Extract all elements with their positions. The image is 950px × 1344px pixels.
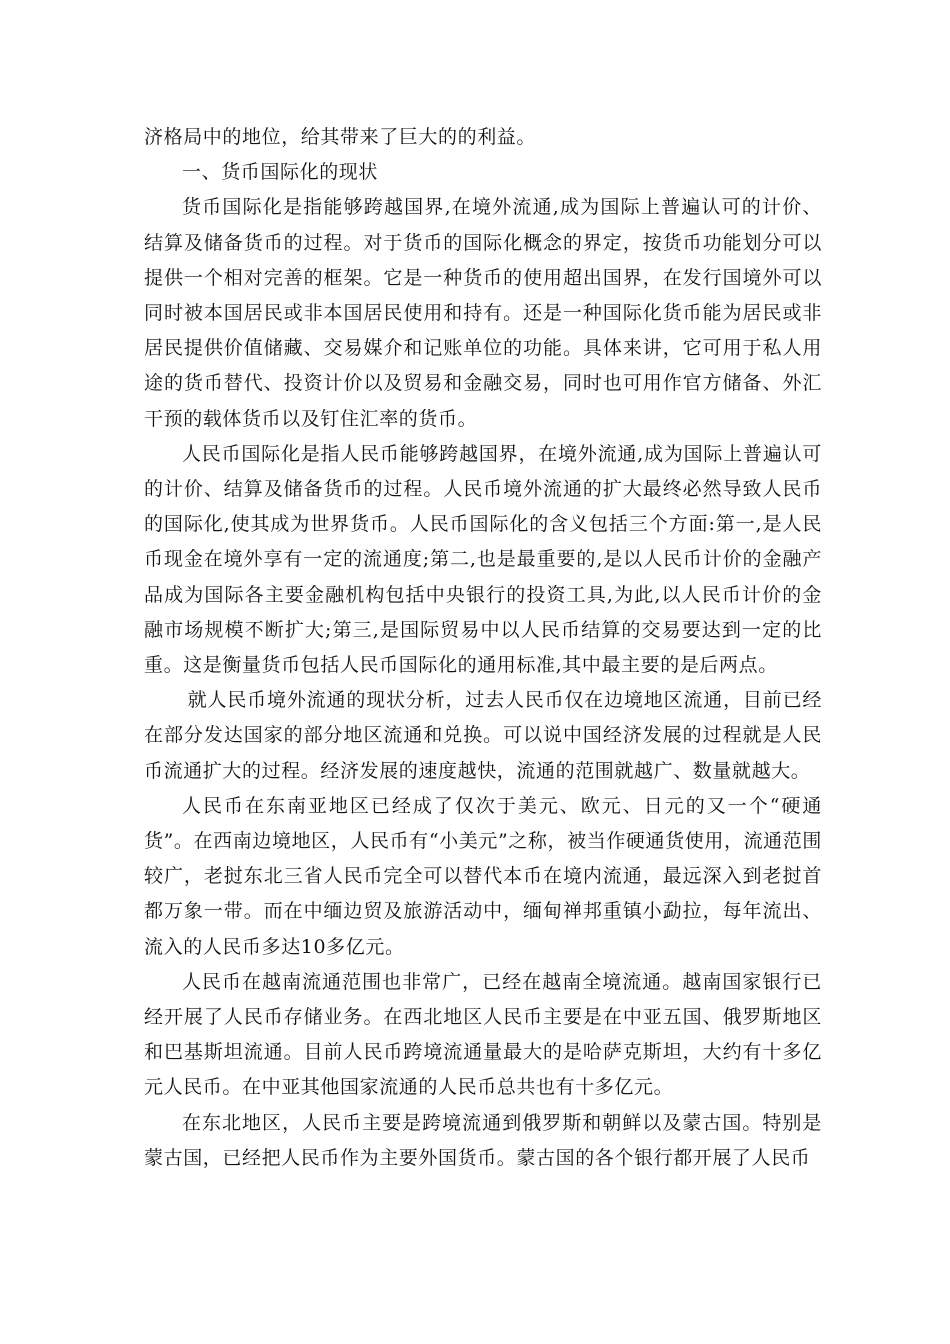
paragraph-rmb-circulation-status: 就人民币境外流通的现状分析，过去人民币仅在边境地区流通，目前已经在部分发达国家的部分地区流通和兑换。可以说中国经济发展的过程就是人民币流通扩大的过程。经济发展的速度越快，流通的范围就越广、数量就越大。 [144,689,822,782]
paragraph-vietnam-central-asia: 人民币在越南流通范围也非常广，已经在越南全境流通。越南国家银行已经开展了人民币存储业务。在西北地区人民币主要是在中亚五国、俄罗斯地区和巴基斯坦流通。目前人民币跨境流通量最大的是哈萨克斯坦，大约有十多亿元人民币。在中亚其他国家流通的人民币总共也有十多亿元。 [144,970,822,1099]
section-heading: 一、货币国际化的现状 [182,161,379,184]
paragraph-southeast-asia: 人民币在东南亚地区已经成了仅次于美元、欧元、日元的又一个“硬通货”。在西南边境地区，人民币有“小美元”之称，被当作硬通货使用，流通范围较广，老挝东北三省人民币完全可以替代本币在境内流通，最远深入到老挝首都万象一带。而在中缅边贸及旅游活动中，缅甸禅邦重镇小勐拉，每年流出、流入的人民币多达10多亿元。 [144,794,822,958]
paragraph-currency-internationalization: 货币国际化是指能够跨越国界,在境外流通,成为国际上普遍认可的计价、结算及储备货币的过程。对于货币的国际化概念的界定，按货币功能划分可以提供一个相对完善的框架。它是一种货币的使用超出国界，在发行国境外可以同时被本国居民或非本国居民使用和持有。还是一种国际化货币能为居民或非居民提供价值储藏、交易媒介和记账单位的功能。具体来讲，它可用于私人用途的货币替代、投资计价以及贸易和金融交易，同时也可用作官方储备、外汇干预的载体货币以及钉住汇率的货币。 [144,196,822,430]
paragraph-rmb-internationalization: 人民币国际化是指人民币能够跨越国界，在境外流通,成为国际上普遍认可的计价、结算及储备货币的过程。人民币境外流通的扩大最终必然导致人民币的国际化,使其成为世界货币。人民币国际化的含义包括三个方面:第一,是人民币现金在境外享有一定的流通度;第二,也是最重要的,是以人民币计价的金融产品成为国际各主要金融机构包括中央银行的投资工具,为此,以人民币计价的金融市场规模不断扩大;第三,是国际贸易中以人民币结算的交易要达到一定的比重。这是衡量货币包括人民币国际化的通用标准,其中最主要的是后两点。 [144,442,822,677]
paragraph-continuation: 济格局中的地位，给其带来了巨大的的利益。 [144,126,537,148]
paragraph-northeast: 在东北地区，人民币主要是跨境流通到俄罗斯和朝鲜以及蒙古国。特别是蒙古国，已经把人民币作为主要外国货币。蒙古国的各个银行都开展了人民币 [144,1111,822,1169]
document-body [144,120,822,1176]
